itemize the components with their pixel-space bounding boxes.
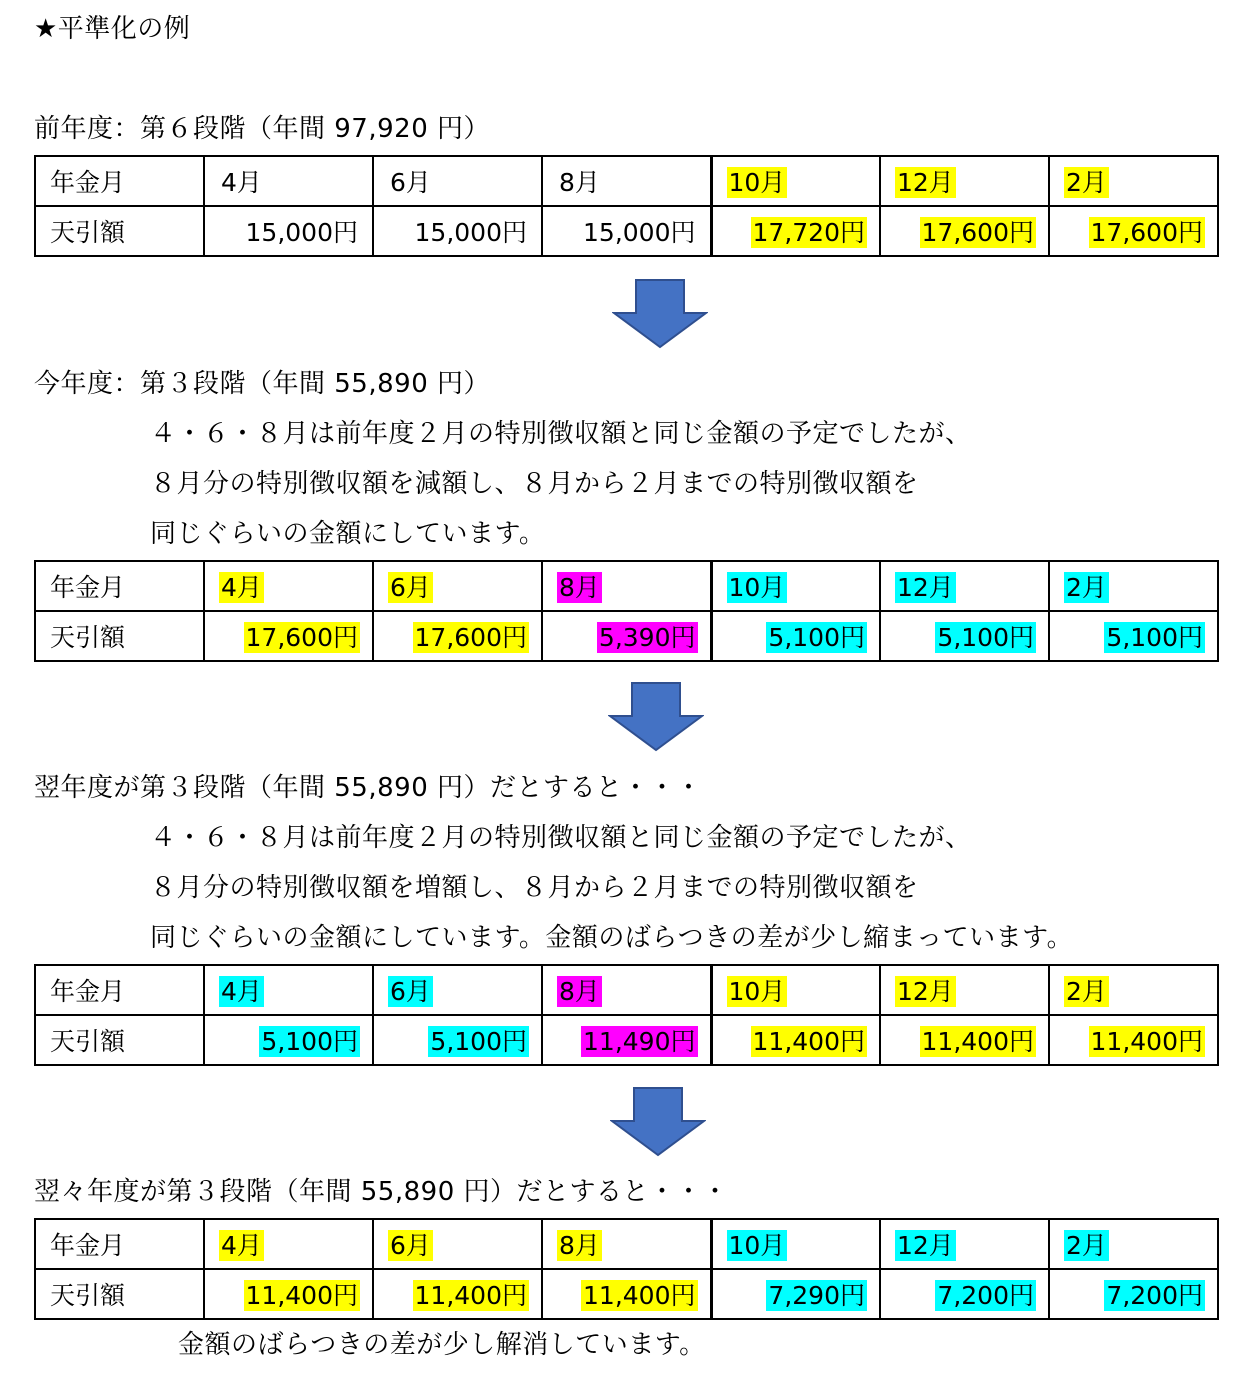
row-label-amount: 天引額 xyxy=(35,1015,204,1065)
amount-cell xyxy=(1049,1269,1218,1319)
month-cell xyxy=(880,156,1049,206)
note-line: ８月分の特別徴収額を減額し、８月から２月までの特別徴収額を xyxy=(150,469,919,499)
amount-row xyxy=(35,1015,1218,1065)
down-arrow-icon xyxy=(612,279,708,349)
amount-value: 15,000円 xyxy=(414,218,527,247)
section-heading-previous-year: 前年度：第６段階（年間 97,920 円） xyxy=(34,114,491,144)
amount-value: 11,490円 xyxy=(583,1027,696,1056)
row-label-month: 年金月 xyxy=(35,561,204,611)
row-label-month: 年金月 xyxy=(35,965,204,1015)
amount-value: 17,600円 xyxy=(245,623,358,652)
month-cell xyxy=(542,965,711,1015)
amount-cell xyxy=(204,1269,373,1319)
month-label: 6月 xyxy=(390,168,431,197)
amount-value: 11,400円 xyxy=(583,1281,696,1310)
down-arrow-icon xyxy=(608,682,704,752)
amount-value: 11,400円 xyxy=(245,1281,358,1310)
month-cell xyxy=(711,561,880,611)
page-title: ★平準化の例 xyxy=(34,14,191,44)
month-cell xyxy=(542,561,711,611)
month-label: 10月 xyxy=(728,1231,786,1260)
month-cell xyxy=(1049,561,1218,611)
amount-value: 5,100円 xyxy=(768,623,865,652)
month-row xyxy=(35,965,1218,1015)
amount-cell xyxy=(542,1015,711,1065)
amount-cell xyxy=(204,206,373,256)
note-line: ４・６・８月は前年度２月の特別徴収額と同じ金額の予定でしたが、 xyxy=(150,823,972,853)
amount-row xyxy=(35,1269,1218,1319)
month-cell xyxy=(1049,156,1218,206)
note-line: ８月分の特別徴収額を増額し、８月から２月までの特別徴収額を xyxy=(150,873,919,903)
month-row xyxy=(35,561,1218,611)
month-label: 12月 xyxy=(897,1231,954,1260)
amount-value: 17,600円 xyxy=(921,218,1034,247)
amount-cell xyxy=(542,611,711,661)
amount-row xyxy=(35,611,1218,661)
month-label: 8月 xyxy=(559,977,600,1006)
amount-cell xyxy=(542,206,711,256)
amount-value: 11,400円 xyxy=(921,1027,1034,1056)
month-label: 6月 xyxy=(390,1231,431,1260)
amount-value: 17,720円 xyxy=(752,218,865,247)
amount-cell xyxy=(880,611,1049,661)
note-line: 同じぐらいの金額にしています。金額のばらつきの差が少し縮まっています。 xyxy=(150,923,1074,953)
month-cell xyxy=(1049,965,1218,1015)
month-label: 6月 xyxy=(390,977,431,1006)
pay-table-this-year xyxy=(34,560,1219,662)
note-line: ４・６・８月は前年度２月の特別徴収額と同じ金額の予定でしたが、 xyxy=(150,419,972,449)
month-cell xyxy=(880,1219,1049,1269)
month-label: 2月 xyxy=(1066,573,1107,602)
amount-value: 17,600円 xyxy=(1090,218,1203,247)
month-label: 6月 xyxy=(390,573,431,602)
amount-value: 7,200円 xyxy=(937,1281,1034,1310)
month-label: 4月 xyxy=(221,573,262,602)
amount-value: 5,100円 xyxy=(430,1027,527,1056)
month-cell xyxy=(373,1219,542,1269)
month-cell xyxy=(1049,1219,1218,1269)
month-label: 2月 xyxy=(1066,1231,1107,1260)
down-arrow-icon xyxy=(610,1087,706,1157)
amount-value: 5,100円 xyxy=(261,1027,358,1056)
amount-value: 11,400円 xyxy=(1090,1027,1203,1056)
month-label: 8月 xyxy=(559,168,600,197)
row-label-amount: 天引額 xyxy=(35,1269,204,1319)
section-heading-year-after-next: 翌々年度が第３段階（年間 55,890 円）だとすると・・・ xyxy=(34,1177,729,1207)
amount-cell xyxy=(711,1269,880,1319)
pay-table-year-after-next xyxy=(34,1218,1219,1320)
amount-cell xyxy=(711,206,880,256)
amount-cell xyxy=(711,611,880,661)
month-label: 4月 xyxy=(221,1231,262,1260)
amount-value: 5,390円 xyxy=(598,623,696,652)
month-label: 12月 xyxy=(897,977,954,1006)
note-line: 同じぐらいの金額にしています。 xyxy=(150,519,546,549)
month-label: 4月 xyxy=(221,977,262,1006)
month-cell xyxy=(204,561,373,611)
month-cell xyxy=(204,965,373,1015)
amount-value: 7,290円 xyxy=(768,1281,865,1310)
month-label: 12月 xyxy=(897,168,954,197)
amount-cell xyxy=(1049,611,1218,661)
pay-table-next-year xyxy=(34,964,1219,1066)
month-cell xyxy=(204,1219,373,1269)
row-label-amount: 天引額 xyxy=(35,611,204,661)
month-cell xyxy=(711,1219,880,1269)
month-cell xyxy=(542,1219,711,1269)
amount-value: 5,100円 xyxy=(1106,623,1203,652)
month-cell xyxy=(204,156,373,206)
amount-cell xyxy=(880,1015,1049,1065)
month-label: 10月 xyxy=(728,573,786,602)
amount-cell xyxy=(711,1015,880,1065)
amount-value: 11,400円 xyxy=(414,1281,527,1310)
amount-cell xyxy=(373,611,542,661)
month-label: 2月 xyxy=(1066,168,1107,197)
month-label: 4月 xyxy=(221,168,262,197)
month-cell xyxy=(711,965,880,1015)
amount-cell xyxy=(1049,206,1218,256)
amount-value: 11,400円 xyxy=(752,1027,865,1056)
amount-cell xyxy=(880,1269,1049,1319)
row-label-amount: 天引額 xyxy=(35,206,204,256)
footer-note: 金額のばらつきの差が少し解消しています。 xyxy=(178,1330,706,1360)
month-label: 10月 xyxy=(728,977,786,1006)
month-cell xyxy=(373,156,542,206)
month-label: 10月 xyxy=(728,168,786,197)
month-cell xyxy=(880,965,1049,1015)
month-label: 12月 xyxy=(897,573,954,602)
amount-value: 5,100円 xyxy=(937,623,1034,652)
amount-value: 17,600円 xyxy=(414,623,527,652)
month-cell xyxy=(880,561,1049,611)
month-label: 2月 xyxy=(1066,977,1107,1006)
amount-cell xyxy=(880,206,1049,256)
amount-cell xyxy=(204,611,373,661)
row-label-month: 年金月 xyxy=(35,156,204,206)
section-heading-this-year: 今年度：第３段階（年間 55,890 円） xyxy=(34,369,491,399)
month-label: 8月 xyxy=(559,1231,600,1260)
amount-value: 15,000円 xyxy=(583,218,696,247)
month-cell xyxy=(542,156,711,206)
amount-cell xyxy=(373,1015,542,1065)
month-label: 8月 xyxy=(559,573,600,602)
section-heading-next-year: 翌年度が第３段階（年間 55,890 円）だとすると・・・ xyxy=(34,773,703,803)
month-cell xyxy=(373,561,542,611)
amount-cell xyxy=(204,1015,373,1065)
amount-row xyxy=(35,206,1218,256)
amount-value: 15,000円 xyxy=(245,218,358,247)
amount-cell xyxy=(373,1269,542,1319)
amount-cell xyxy=(542,1269,711,1319)
pay-table-previous-year xyxy=(34,155,1219,257)
month-cell xyxy=(373,965,542,1015)
month-cell xyxy=(711,156,880,206)
row-label-month: 年金月 xyxy=(35,1219,204,1269)
amount-cell xyxy=(1049,1015,1218,1065)
month-row xyxy=(35,156,1218,206)
month-row xyxy=(35,1219,1218,1269)
amount-cell xyxy=(373,206,542,256)
amount-value: 7,200円 xyxy=(1106,1281,1203,1310)
